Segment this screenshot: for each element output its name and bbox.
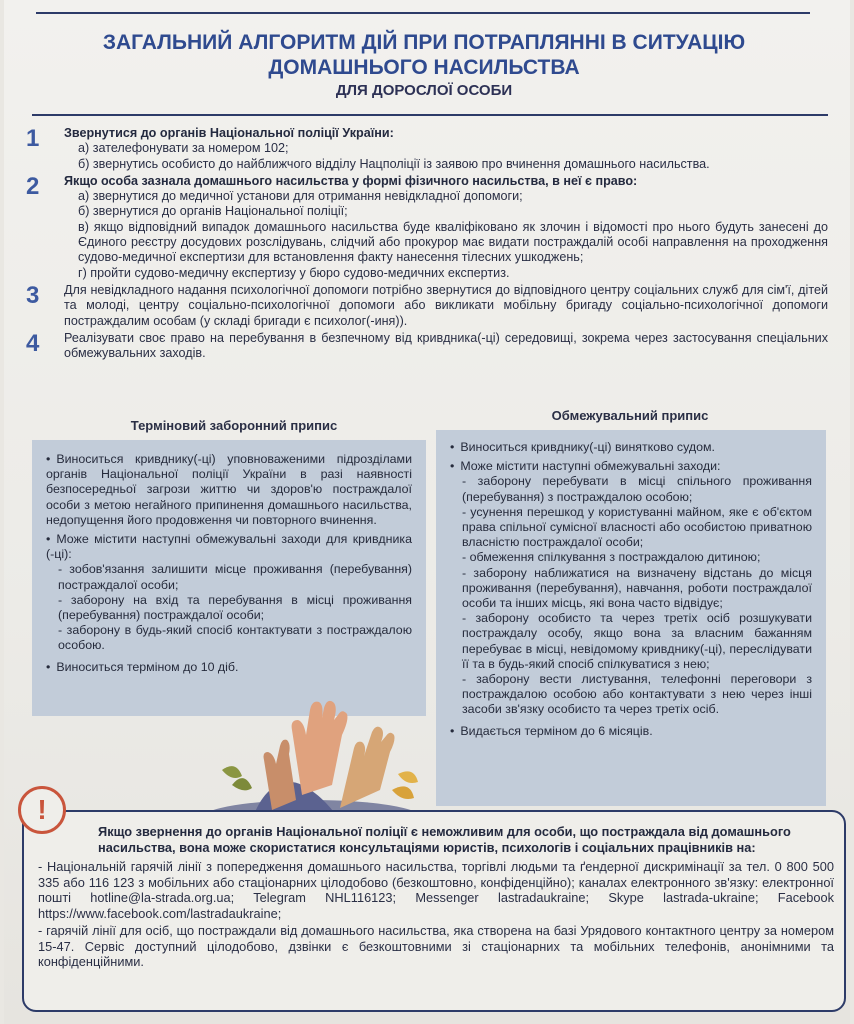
restraining-order-measure: - заборону наближатися на визначену відстань до місця проживання (перебування), навчання, роботи постраждалої особи та інших місць, які вона часто відвідує;: [462, 565, 812, 611]
restraining-order-box: [436, 430, 826, 806]
title-block: [44, 30, 804, 99]
step-3: [24, 283, 828, 329]
title-line-1: ЗАГАЛЬНИЙ АЛГОРИТМ ДІЙ ПРИ ПОТРАПЛЯННІ В СИТУАЦІЮ: [102, 31, 746, 54]
urgent-order-measure: - зобов'язання залишити місце проживання (перебування) постраждалої особи;: [58, 562, 412, 592]
step-item: а) зателефонувати за номером 102;: [78, 141, 289, 156]
step-heading: Якщо особа зазнала домашнього насильства у формі фізичного насильства, в неї є право:: [64, 173, 638, 188]
step-item: б) звернутись особисто до найближчого відділу Нацполіції із заявою про вчинення домашнього насильства.: [78, 156, 710, 171]
title-divider: [32, 114, 828, 116]
step-item: б) звернутися до органів Національної поліції;: [78, 204, 348, 219]
urgent-order-measures-intro: • Може містити наступні обмежувальні заходи для кривдника (-ці):: [46, 532, 412, 562]
restraining-order-measure: - обмеження спілкування з постраждалою дитиною;: [462, 550, 761, 565]
urgent-order-term: • Виноситься терміном до 10 діб.: [46, 660, 412, 675]
urgent-order-measure: - заборону в будь-який спосіб контактувати з постраждалою особою.: [58, 623, 412, 653]
urgent-order-measure: - заборону на вхід та перебування в місці проживання (перебування) постраждалої особи;: [58, 592, 412, 623]
step-item: а) звернутися до медичної установи для отримання невідкладної допомоги;: [78, 189, 523, 204]
urgent-order-description: • Виноситься кривднику(-ці) уповноваженими підрозділами органів Національної поліції України в разі наявності безпосередньої загрози життю чи здоров'ю постраждалої особи з метою негайного припинення домашнього насильства, недопущення його продовження чи повторного вчинення.: [46, 452, 412, 528]
notice-heading: Якщо звернення до органів Національної поліції є неможливим для особи, що постраждала від домашнього насильства, вона може скористатися консультаціями юристів, психологів і соціальних працівників на:: [98, 824, 791, 855]
restraining-order-description: • Виноситься кривднику(-ці) винятково судом.: [450, 440, 812, 455]
notice-hotline-government: - гарячій лінії для осіб, що постраждали від домашнього насильства, яка створена на базі Урядового контактного центру за номером 15-47. Сервіс доступний цілодобово, дзвінки є безкоштовними зі стаціонарних та мобільних телефонів, анонімними та конфіденційними.: [38, 923, 834, 969]
restraining-order-measure: - заборону особисто та через третіх осіб розшукувати постраждалу особу, якщо вона за власним бажанням перебуває в місці, невідомому кривднику(-ці), переслідувати її та в будь-який спосіб спілкуватися з нею;: [462, 611, 812, 671]
step-item: г) пройти судово-медичну експертизу у бюро судово-медичних експертиз.: [78, 265, 510, 280]
step-text: Реалізувати своє право на перебування в безпечному від кривдника(-ці) середовищі, зокрема через застосування спеціальних обмежувальних заходів.: [64, 330, 828, 361]
notice-box: [22, 810, 846, 1012]
title-line-2: ДОМАШНЬОГО НАСИЛЬСТВА: [268, 56, 580, 79]
restraining-order-measure: - заборону вести листування, телефонні переговори з постраждалою особою або контактувати з нею через інші засоби зв'язку особисто та через третіх осіб.: [462, 672, 812, 717]
step-1: [24, 126, 828, 172]
exclamation-icon: !: [18, 786, 66, 834]
step-number: 2: [26, 172, 40, 200]
step-4: [24, 331, 828, 362]
poster-sheet: [4, 0, 850, 1024]
step-number: 4: [26, 329, 40, 357]
subtitle: ДЛЯ ДОРОСЛОЇ ОСОБИ: [335, 82, 513, 99]
raised-hands-illustration: [192, 690, 442, 830]
restraining-order-measure: - усунення перешкод у користуванні майном, яке є об'єктом права спільної сумісної власності або особистою приватною власністю постраждалої особи;: [462, 504, 812, 550]
step-number: 1: [26, 125, 40, 152]
restraining-order-measures-intro: • Може містити наступні обмежувальні заходи:: [450, 459, 812, 474]
steps-list: [24, 126, 828, 363]
step-heading: Звернутися до органів Національної поліції України:: [64, 126, 394, 140]
step-number: 3: [26, 281, 40, 309]
step-item: в) якщо відповідний випадок домашнього насильства буде кваліфіковано як злочин і відомості про нього будуть занесені до Єдиного реєстру досудових розслідувань, слідчий або прокурор має видати постраждалій особі направлення на проходження судово-медичної експертизи для встановлення факту нанесення тілесних ушкоджень;: [78, 219, 828, 265]
restraining-order-title: Обмежувальний припис: [551, 408, 709, 423]
urgent-order-box: [32, 440, 426, 716]
step-text: Для невідкладного надання психологічної допомоги потрібно звернутися до відповідного центру соціальних служб для сім'ї, дітей та молоді, центру соціально-психологічної допомоги або викликати мобільну бригаду соціально-психологічної допомоги постраждалим особам (у складі бригади є психолог(-иня)).: [64, 282, 828, 328]
notice-hotline-national: - Національній гарячій лінії з попередження домашнього насильства, торгівлі людьми та ґендерної дискримінації за тел. 0 800 500 335 або 116 123 з мобільних або стаціонарних цілодобово (безкоштовно, конфіденційно); каналах електронного зв'язку: електронної пошті hotline@la-strada.org.ua; Telegram NHL116123; Messenger lastradaukraine; Skype lastrada-ukraine; Facebook https://www.facebook.com/lastradaukraine;: [38, 859, 834, 921]
restraining-order-measure: - заборону перебувати в місці спільного проживання (перебування) з постраждалою особою;: [462, 474, 812, 504]
step-2: [24, 174, 828, 281]
top-divider: [36, 12, 810, 14]
urgent-order-title: Терміновий заборонний припис: [130, 418, 338, 433]
restraining-order-term: • Видається терміном до 6 місяців.: [450, 724, 812, 739]
